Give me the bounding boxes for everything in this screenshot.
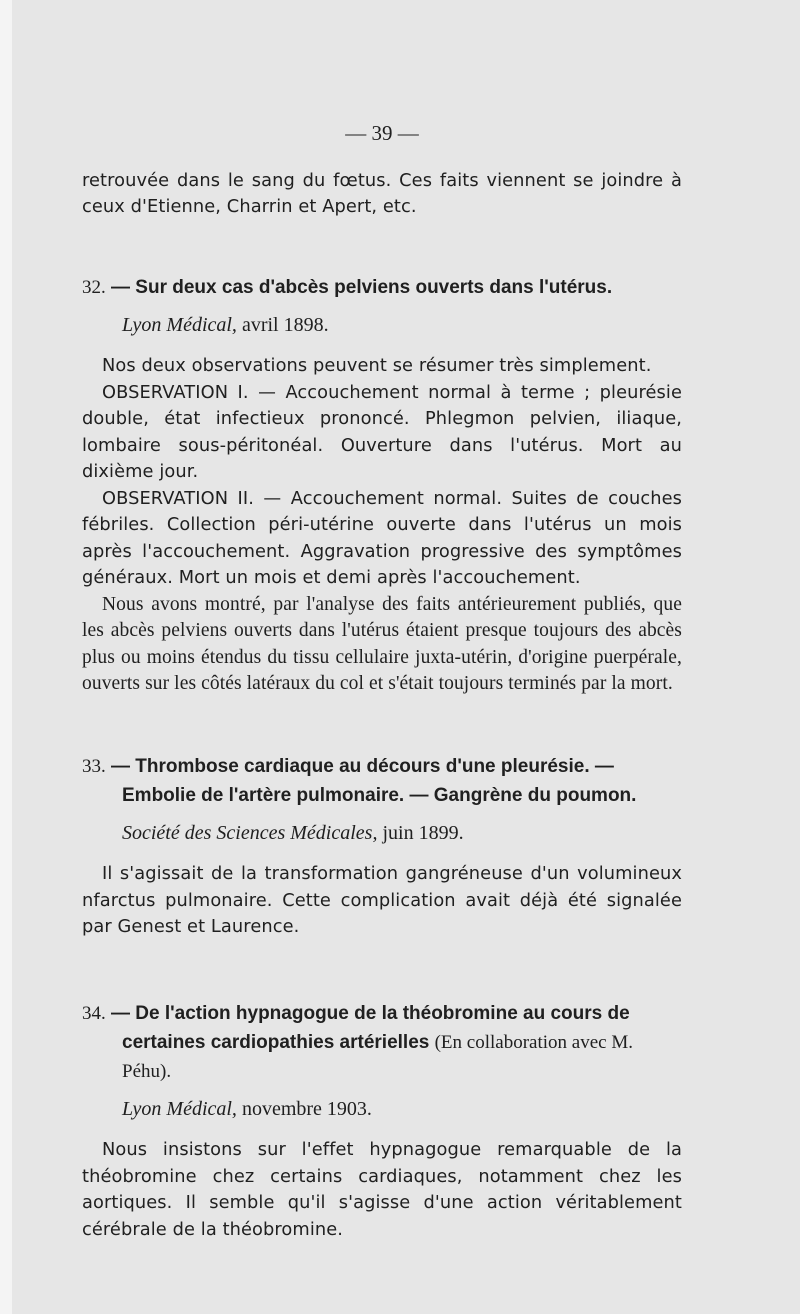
source-date: avril 1898. — [241, 313, 329, 336]
intro-paragraph: retrouvée dans le sang du fœtus. Ces faits viennent se joindre à ceux d'Etienne, Charrin et Apert, etc. — [82, 169, 682, 217]
entry-34 — [82, 999, 682, 1244]
entry-number: 33. — [82, 755, 106, 777]
entry-paragraph: Il s'agissait de la transformation gangréneuse d'un volumineux nfarctus pulmonaire. Cette complication avait déjà été signalée par Genest et Laurence. — [82, 863, 682, 937]
source-journal: Lyon Médical, — [122, 313, 237, 336]
page-edge — [0, 0, 12, 1314]
entry-number: 32. — [82, 276, 106, 298]
entry-collaboration: (En collaboration avec M. Péhu). — [122, 1031, 633, 1082]
entry-number: 34. — [82, 1002, 106, 1024]
entry-source — [122, 312, 682, 340]
entry-paragraph: Nous insistons sur l'effet hypnagogue remarquable de la théobromine chez certains cardiaques, notamment chez les aortiques. Il semble qu'il s'agisse d'une action véritablement cérébrale de la théobromine. — [82, 1139, 682, 1240]
entry-32 — [82, 273, 682, 698]
entry-source — [122, 820, 682, 848]
source-date: novembre 1903. — [241, 1097, 372, 1120]
source-date: juin 1899. — [382, 821, 464, 844]
page-content — [82, 120, 682, 1243]
entry-title — [82, 752, 682, 810]
entry-paragraph: OBSERVATION I. — Accouchement normal à terme ; pleurésie double, état infectieux prononcé. Phlegmon pelvien, iliaque, lombaire sous-péritonéal. Ouverture dans l'utérus. Mort au dixième jour. — [82, 381, 682, 482]
page-number: — 39 — — [345, 121, 419, 145]
entry-heading: — De l'action hypnagogue de la théobromine au cours de certaines cardiopathies artérielles — [111, 1002, 630, 1053]
entry-title — [82, 999, 682, 1086]
entry-title — [82, 273, 682, 302]
entry-paragraph: Nous avons montré, par l'analyse des faits antérieurement publiés, que les abcès pelviens ouverts dans l'utérus étaient presque toujours des abcès plus ou moins étendus du tissu cellulaire juxta-utérin, d'origine puerpérale, ouverts sur les côtés latéraux du col et s'était toujours terminés par la mort. — [82, 593, 682, 694]
source-journal: Lyon Médical, — [122, 1097, 237, 1120]
source-journal: Société des Sciences Médicales, — [122, 821, 378, 844]
entry-paragraph: OBSERVATION II. — Accouchement normal. Suites de couches fébriles. Collection péri-utérine ouverte dans l'utérus un mois après l'accouchement. Aggravation progressive des symptômes généraux. Mort un mois et demi après l'accouchement. — [82, 487, 682, 588]
entry-source — [122, 1096, 682, 1124]
entry-heading: — Sur deux cas d'abcès pelviens ouverts dans l'utérus. — [111, 276, 613, 298]
entry-33 — [82, 752, 682, 941]
entry-paragraph: Nos deux observations peuvent se résumer très simplement. — [102, 355, 652, 376]
entry-heading: — Thrombose cardiaque au décours d'une pleurésie. — Embolie de l'artère pulmonaire. — Gangrène du poumon. — [111, 755, 637, 806]
